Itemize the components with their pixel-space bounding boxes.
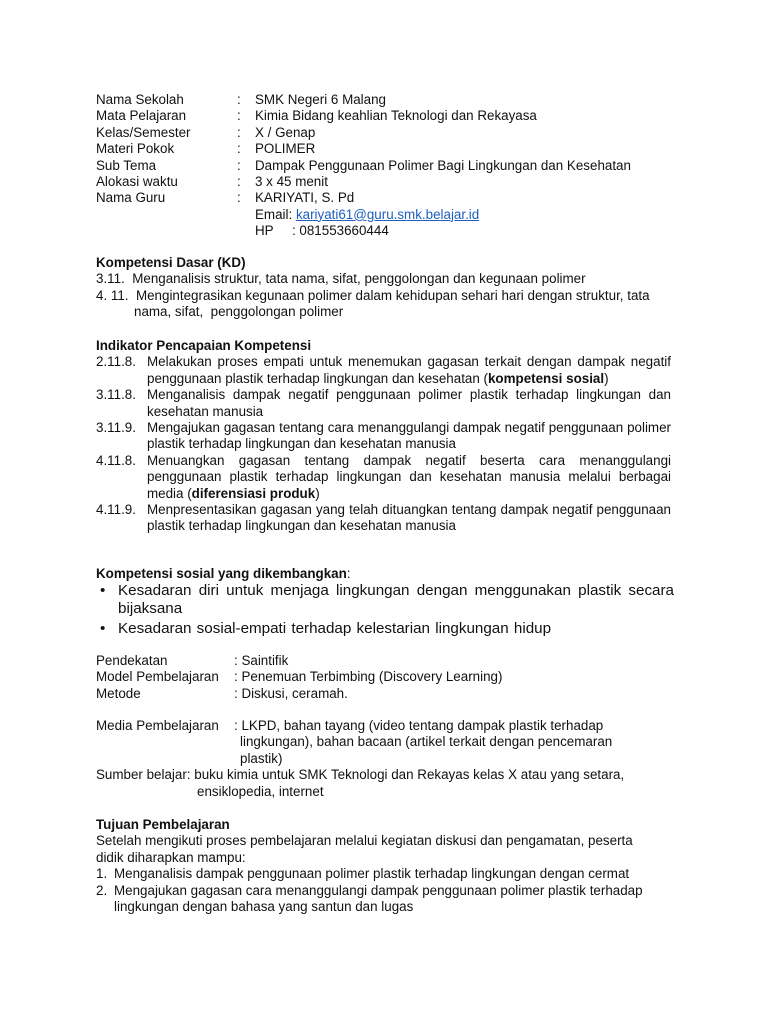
kd-number: 3.11. [96,271,125,287]
list-item [96,883,656,916]
sosial-heading-colon: : [346,566,351,581]
ipk-item [96,502,671,535]
info-label: Kelas/Semester [96,124,191,140]
kd-section [96,255,676,321]
ipk-text [147,354,671,387]
tujuan-section [96,817,656,915]
bullet-text: Kesadaran diri untuk menjaga lingkungan dengan menggunakan plastik secara bijaksana [118,582,674,617]
ipk-section [96,338,671,535]
media-value: : LKPD, bahan tayang (video tentang dampak plastik terhadap lingkungan), bahan bacaan (artikel terkait dengan pencemaran plastik) [234,718,613,766]
ipk-number: 4.11.9. [96,502,136,518]
info-email-line [96,207,696,223]
info-row-subtheme [96,158,696,174]
info-value: KARIYATI, S. Pd [255,190,355,206]
identity-table [96,92,696,240]
info-label: Nama Guru [96,190,166,206]
info-row-teacher [96,190,696,206]
info-row-school [96,92,696,108]
list-item [96,620,674,637]
ipk-number: 3.11.8. [96,387,136,403]
info-colon: : [237,92,241,107]
info-row-material [96,141,696,157]
info-row-time [96,174,696,190]
method-row [96,653,676,669]
kd-number: 4. 11. [96,287,129,303]
ipk-text-part: Menuangkan gagasan tentang dampak negatif beserta cara menanggulangi penggunaan plastik terhadap lingkungan dan kesehatan manusia melalui berbagai media ( [147,452,671,501]
email-link[interactable]: kariyati61@guru.smk.belajar.id [295,206,480,222]
sosial-heading-line [96,566,674,582]
bullet-icon: • [100,619,106,637]
email-label: Email: [255,206,296,222]
info-value: Dampak Penggunaan Polimer Bagi Lingkungan dan Kesehatan [255,157,631,173]
list-number: 1. [96,866,108,882]
ipk-item [96,420,671,453]
ipk-bold: kompetensi sosial [487,370,605,386]
tujuan-heading: Tujuan Pembelajaran [96,817,230,832]
list-text: Mengajukan gagasan cara menanggulangi dampak penggunaan polimer plastik terhadap lingkungan dengan bahasa yang santun dan lugas [114,882,643,915]
bullet-text: Kesadaran sosial-empati terhadap kelestarian lingkungan hidup [118,619,552,637]
kd-text: Menganalisis struktur, tata nama, sifat, penggolongan dan kegunaan polimer [124,271,586,287]
info-label: Alokasi waktu [96,174,178,190]
method-label: Metode [96,685,141,701]
kd-item [96,271,676,287]
ipk-bold: diferensiasi produk [191,485,316,501]
ipk-after: ) [315,485,320,501]
ipk-number: 4.11.8. [96,452,136,468]
info-value: X / Genap [255,124,316,140]
kd-item [96,288,676,321]
method-row [96,686,676,702]
method-row [96,669,676,685]
list-item [96,866,656,882]
info-colon: : [237,108,241,124]
info-value: POLIMER [255,141,316,157]
sosial-list [96,582,674,637]
info-label: Nama Sekolah [96,92,184,107]
info-label: Sub Tema [96,157,157,173]
phone-label: HP : [255,223,300,239]
ipk-text: Menpresentasikan gagasan yang telah dituangkan tentang dampak negatif penggunaan plastik terhadap lingkungan dan kesehatan manusia [147,502,671,534]
ipk-number: 3.11.9. [96,420,136,436]
tujuan-intro: Setelah mengikuti proses pembelajaran melalui kegiatan diskusi dan pengamatan, peserta didik diharapkan mampu: [96,833,633,865]
sosial-heading: Kompetensi sosial yang dikembangkan [96,566,347,581]
info-row-subject [96,108,696,124]
kd-heading: Kompetensi Dasar (KD) [96,255,246,270]
info-colon: : [237,124,241,140]
info-row-class [96,125,696,141]
sumber-line: Sumber belajar: buku kimia untuk SMK Teknologi dan Rekayas kelas X atau yang setara, [96,767,625,783]
info-colon: : [237,157,241,173]
info-value: 3 x 45 menit [255,174,328,190]
info-value: SMK Negeri 6 Malang [255,92,386,107]
sumber-continuation: ensiklopedia, internet [197,783,324,799]
info-value: Kimia Bidang keahlian Teknologi dan Rekayasa [255,108,537,124]
kd-text: Mengintegrasikan kegunaan polimer dalam kehidupan sehari hari dengan struktur, tata nama, sifat, penggolongan polimer [128,287,654,320]
info-label: Materi Pokok [96,141,175,157]
ipk-text: Mengajukan gagasan tentang cara menanggulangi dampak negatif penggunaan polimer plastik terhadap lingkungan dan kesehatan manusia [147,420,671,452]
ipk-after: ) [604,370,609,386]
list-item [96,582,674,616]
ipk-text: Menganalisis dampak negatif penggunaan polimer plastik terhadap lingkungan dan kesehatan manusia [147,387,671,419]
ipk-heading: Indikator Pencapaian Kompetensi [96,338,312,353]
ipk-item [96,354,671,387]
phone-value: 081553660444 [299,223,389,239]
method-value: : Diskusi, ceramah. [234,685,348,701]
info-label: Mata Pelajaran [96,108,187,124]
method-label: Model Pembelajaran [96,669,219,685]
ipk-number: 2.11.8. [96,354,136,370]
ipk-text-part: Melakukan proses empati untuk menemukan gagasan terkait dengan dampak negatif penggunaan plastik terhadap lingkungan dan kesehatan ( [147,354,671,386]
bullet-icon: • [100,582,106,600]
ipk-item [96,453,671,502]
list-number: 2. [96,882,108,898]
ipk-item [96,387,671,420]
info-colon: : [237,141,241,157]
ipk-text [147,453,671,502]
info-phone-line [96,223,696,239]
media-label: Media Pembelajaran [96,718,219,733]
media-section [96,718,656,800]
info-colon: : [237,190,241,206]
sosial-section [96,566,674,640]
method-value: : Saintifik [234,653,289,668]
method-label: Pendekatan [96,653,168,668]
info-colon: : [237,174,241,190]
method-section [96,653,676,702]
media-row [96,718,656,767]
list-text: Menganalisis dampak penggunaan polimer plastik terhadap lingkungan dengan cermat [114,866,630,882]
method-value: : Penemuan Terbimbing (Discovery Learning) [234,669,503,685]
